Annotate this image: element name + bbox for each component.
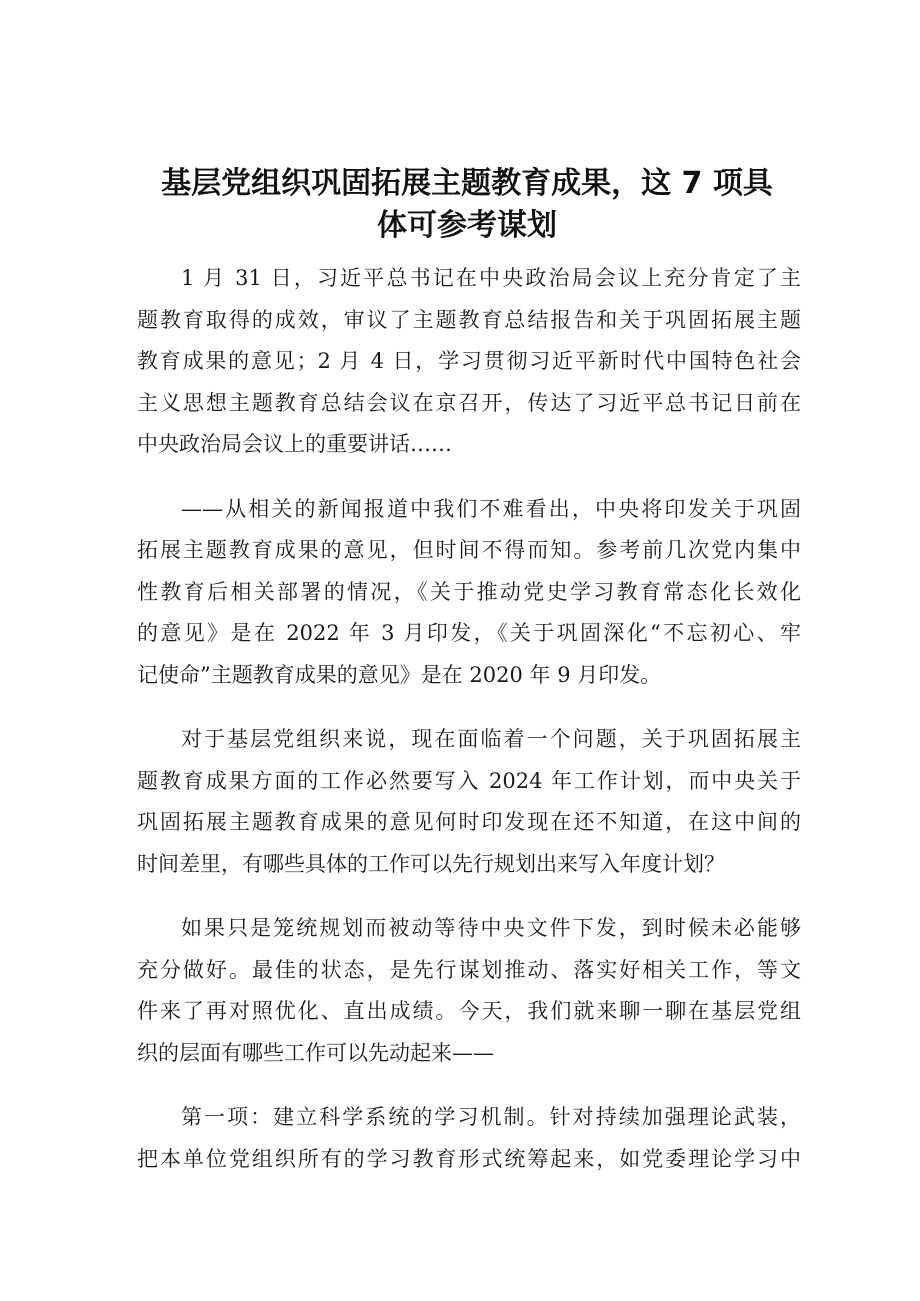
- document-title: [137, 163, 797, 247]
- text-line: 把本单位党组织所有的学习教育形式统筹起来，如党委理论学习中: [137, 1146, 801, 1171]
- text-line: 巩固拓展主题教育成果的意见何时印发现在还不知道，在这中间的: [137, 810, 801, 834]
- paragraph-3: [137, 719, 801, 885]
- paragraph-5: [137, 1097, 801, 1180]
- text-line: 如果只是笼统规划而被动等待中央文件下发，到时候未必能够: [181, 916, 801, 940]
- text-line: ——从相关的新闻报道中我们不难看出，中央将印发关于巩固: [181, 496, 801, 521]
- title-line-1: 基层党组织巩固拓展主题教育成果，这 7 项具: [161, 166, 773, 201]
- paragraph-1: [137, 258, 801, 466]
- text-line: 件来了再对照优化、直出成绩。今天，我们就来聊一聊在基层党组: [137, 999, 801, 1023]
- text-line: 题教育成果方面的工作必然要写入 2024 年工作计划，而中央关于: [137, 768, 801, 793]
- text-line: 记使命”主题教育成果的意见》是在 2020 年 9 月印发。: [137, 662, 662, 687]
- text-line: 题教育取得的成效，审议了主题教育总结报告和关于巩固拓展主题: [137, 307, 801, 332]
- text-line: 教育成果的意见；2 月 4 日，学习贯彻习近平新时代中国特色社会: [137, 349, 801, 373]
- text-line: 织的层面有哪些工作可以先动起来——: [137, 1040, 494, 1065]
- text-line: 充分做好。最佳的状态，是先行谋划推动、落实好相关工作，等文: [137, 957, 801, 982]
- text-line: 拓展主题教育成果的意见，但时间不得而知。参考前几次党内集中: [137, 538, 801, 562]
- document-body: [137, 258, 801, 1203]
- text-line: 对于基层党组织来说，现在面临着一个问题，关于巩固拓展主: [181, 727, 801, 751]
- paragraph-4: [137, 908, 801, 1074]
- text-line: 的意见》是在 2022 年 3 月印发，《关于巩固深化“不忘初心、牢: [137, 621, 801, 645]
- text-line: 时间差里，有哪些具体的工作可以先行规划出来写入年度计划？: [137, 851, 725, 876]
- paragraph-2: [137, 489, 801, 697]
- text-line: 中央政治局会议上的重要讲话……: [137, 432, 452, 456]
- text-line: 主义思想主题教育总结会议在京召开，传达了习近平总书记日前在: [137, 390, 801, 415]
- text-line: 第一项：建立科学系统的学习机制。针对持续加强理论武装，: [181, 1105, 801, 1129]
- text-line: 性教育后相关部署的情况，《关于推动党史学习教育常态化长效化: [137, 579, 801, 604]
- text-line: 1 月 31 日，习近平总书记在中央政治局会议上充分肯定了主: [181, 266, 801, 290]
- title-line-2: 体可参考谋划: [377, 208, 557, 243]
